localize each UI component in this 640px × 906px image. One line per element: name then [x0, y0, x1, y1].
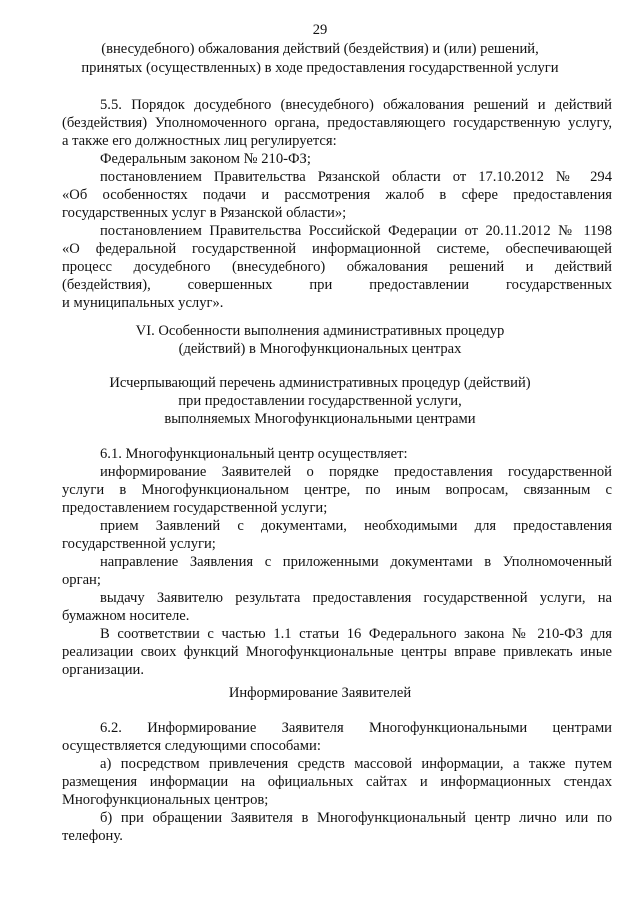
section-heading-line: (действий) в Многофункциональных центрах: [178, 341, 462, 357]
text-line: 5.5. Порядок досудебного (внесудебного) обжалования решений и действий: [100, 97, 612, 113]
header-line-1: (внесудебного) обжалования действий (бездействия) и (или) решений,: [101, 41, 539, 57]
text-line: постановлением Правительства Рязанской области от 17.10.2012 № 294: [100, 169, 612, 185]
text-line: Многофункциональных центров;: [62, 792, 269, 808]
text-line: 6.2. Информирование Заявителя Многофункциональными центрами: [100, 720, 612, 736]
text-line: а также его должностных лиц регулируется:: [62, 133, 337, 149]
text-line: услуги в Многофункциональном центре, по иным вопросам, связанным с: [62, 482, 612, 498]
text-line: «О федеральной государственной информационной системе, обеспечивающей: [62, 241, 612, 257]
text-line: б) при обращении Заявителя в Многофункциональный центр лично или по: [100, 810, 612, 826]
text-line: прием Заявлений с документами, необходимыми для предоставления: [100, 518, 612, 534]
text-line: телефону.: [62, 828, 123, 844]
text-line: (бездействия) Уполномоченного органа, предоставляющего государственную услугу,: [62, 115, 612, 131]
text-line: предоставлением государственной услуги;: [62, 500, 328, 516]
text-line: бумажном носителе.: [62, 608, 190, 624]
text-line: информирование Заявителей о порядке предоставления государственной: [100, 464, 612, 480]
subheading-line: при предоставлении государственной услуги,: [178, 393, 462, 409]
text-line: и муниципальных услуг».: [62, 295, 224, 311]
text-line: В соответствии с частью 1.1 статьи 16 Федерального закона № 210-ФЗ для: [100, 626, 612, 642]
text-line: государственных услуг в Рязанской области»;: [62, 205, 347, 221]
subheading-line: выполняемых Многофункциональными центрами: [164, 411, 476, 427]
text-line: орган;: [62, 572, 101, 588]
text-line: «Об особенностях подачи и рассмотрения жалоб в сфере предоставления: [62, 187, 612, 203]
text-line: Федеральным законом № 210-ФЗ;: [100, 151, 311, 167]
text-line: выдачу Заявителю результата предоставления государственной услуги, на: [100, 590, 612, 606]
text-line: государственной услуги;: [62, 536, 216, 552]
text-line: процесс досудебного (внесудебного) обжалования решений и действий: [62, 259, 612, 275]
text-line: организации.: [62, 662, 144, 678]
text-line: 6.1. Многофункциональный центр осуществляет:: [100, 446, 408, 462]
section-heading-line: Информирование Заявителей: [228, 685, 412, 701]
text-line: а) посредством привлечения средств массовой информации, а также путем: [100, 756, 612, 772]
text-line: реализации своих функций Многофункциональные центры вправе привлекать иные: [62, 644, 612, 660]
subheading-line: Исчерпывающий перечень административных процедур (действий): [109, 375, 531, 391]
text-line: постановлением Правительства Российской Федерации от 20.11.2012 № 1198: [100, 223, 612, 239]
text-line: (бездействия), совершенных при предоставлении государственных: [62, 277, 612, 293]
header-line-2: принятых (осуществленных) в ходе предоставления государственной услуги: [81, 60, 559, 76]
text-line: осуществляется следующими способами:: [62, 738, 321, 754]
text-line: размещения информации на официальных сайтах и информационных стендах: [62, 774, 612, 790]
page-number: 29: [312, 22, 328, 38]
text-line: направление Заявления с приложенными документами в Уполномоченный: [100, 554, 612, 570]
section-heading-line: VI. Особенности выполнения административных процедур: [135, 323, 505, 339]
